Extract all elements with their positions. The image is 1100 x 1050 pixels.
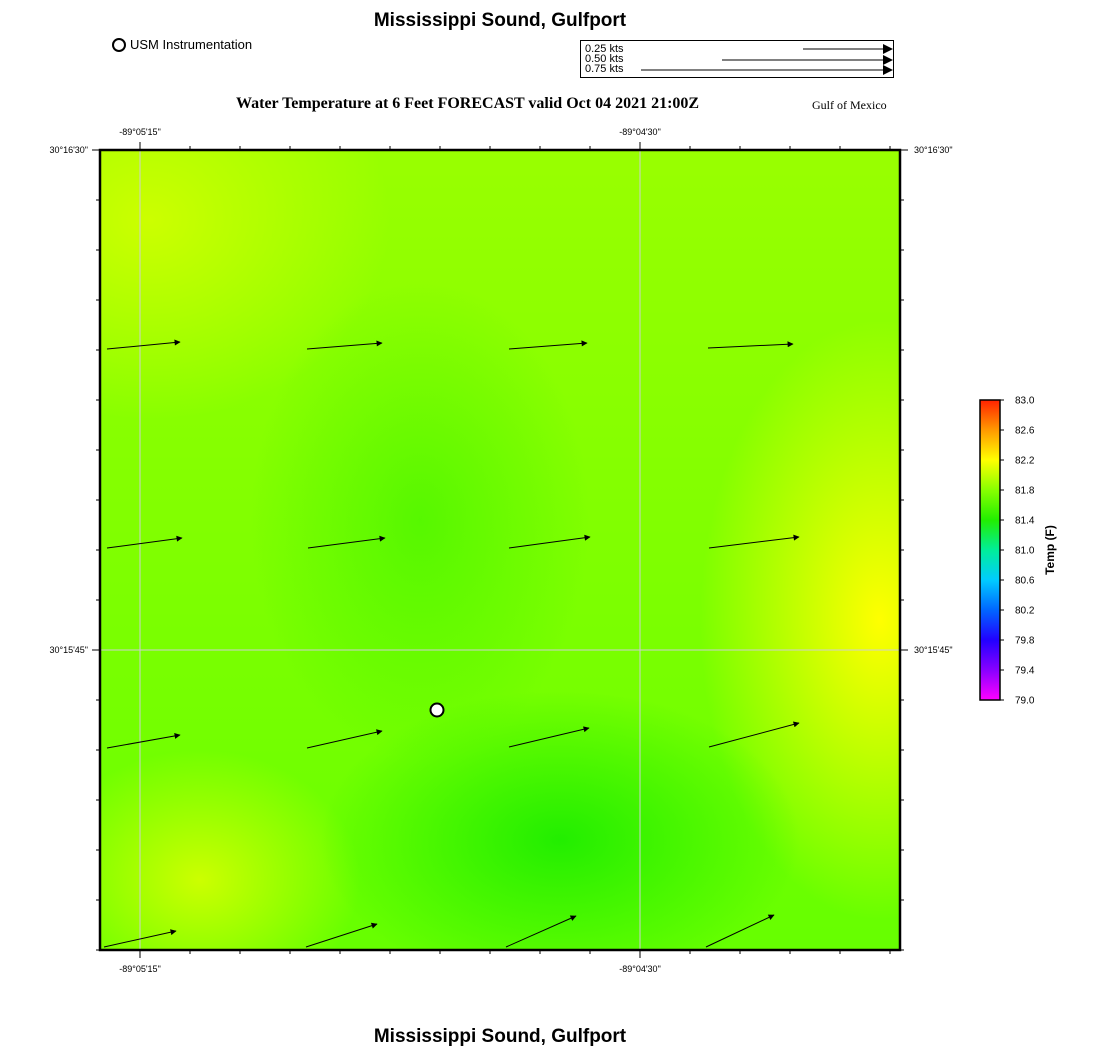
colorbar-tick-label: 82.6 <box>1015 425 1035 437</box>
lat-label-left: 30°16'30" <box>49 145 88 155</box>
vector-scale-arrows <box>641 49 892 70</box>
colorbar-tick-label: 79.4 <box>1015 665 1035 677</box>
lon-label-top: -89°05'15" <box>119 127 161 137</box>
lat-label-right: 30°15'45" <box>914 645 953 655</box>
usm-station-marker[interactable] <box>431 704 444 717</box>
forecast-subtitle: Water Temperature at 6 Feet FORECAST valid Oct 04 2021 21:00Z <box>236 95 700 112</box>
colorbar <box>980 400 1000 700</box>
map-title: Mississippi Sound, Gulfport <box>373 10 627 31</box>
lat-label-right: 30°16'30" <box>914 145 953 155</box>
colorbar-tick-label: 80.2 <box>1015 605 1035 617</box>
colorbar-tick-label: 79.0 <box>1015 695 1035 707</box>
colorbar-tick-label: 81.4 <box>1015 515 1035 527</box>
region-label: Gulf of Mexico <box>812 98 887 112</box>
vector-scale-label: 0.25 kts <box>585 43 624 55</box>
colorbar-tick-label: 80.6 <box>1015 575 1035 587</box>
vector-scale-label: 0.75 kts <box>585 63 624 75</box>
footer-title: Mississippi Sound, Gulfport <box>373 1026 627 1047</box>
station-legend-label: USM Instrumentation <box>130 37 253 52</box>
colorbar-tick-label: 83.0 <box>1015 395 1035 407</box>
colorbar-ticks <box>1000 396 1035 707</box>
colorbar-tick-label: 79.8 <box>1015 635 1035 647</box>
lon-label-bottom: -89°04'30" <box>619 964 661 974</box>
colorbar-tick-label: 82.2 <box>1015 455 1035 467</box>
lon-label-top: -89°04'30" <box>619 127 661 137</box>
colorbar-title: Temp (F) <box>1043 525 1057 575</box>
lat-label-left: 30°15'45" <box>49 645 88 655</box>
colorbar-tick-label: 81.0 <box>1015 545 1035 557</box>
colorbar-tick-label: 81.8 <box>1015 485 1035 497</box>
lon-label-bottom: -89°05'15" <box>119 964 161 974</box>
vector-scale-label: 0.50 kts <box>585 53 624 65</box>
